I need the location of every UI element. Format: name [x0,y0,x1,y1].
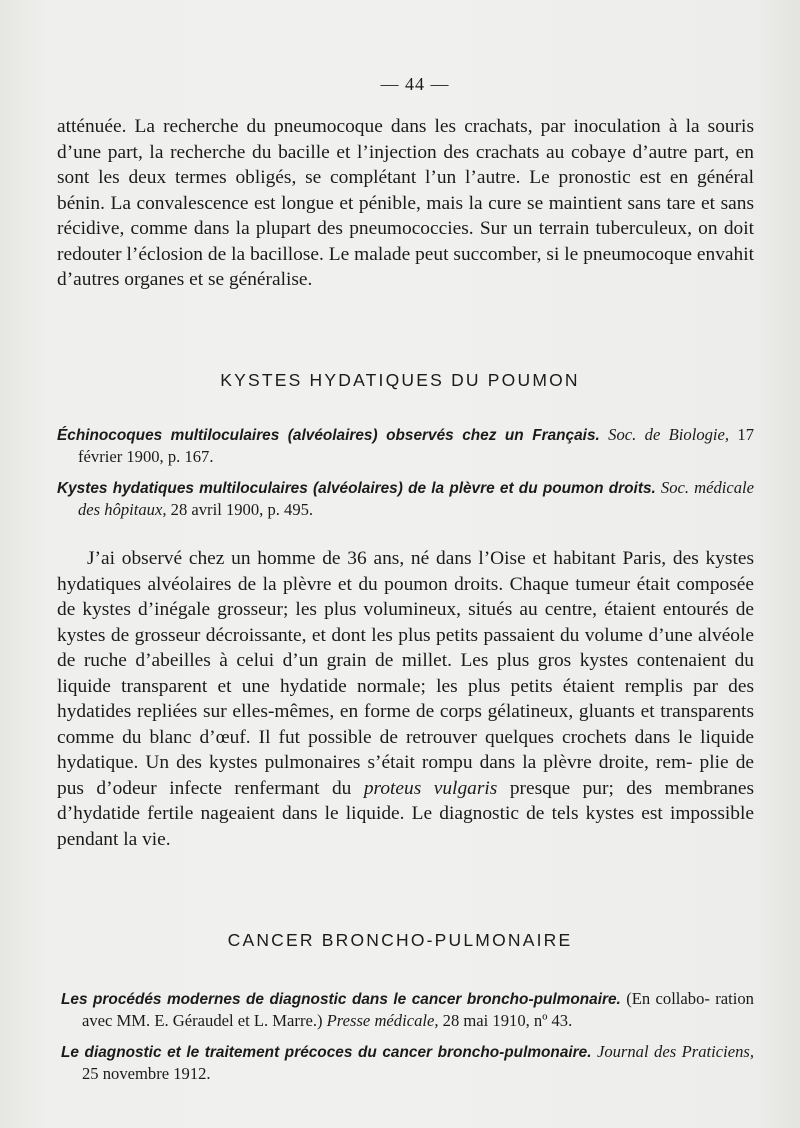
kystes-body-block [57,546,754,852]
reference-details: 17 février 1900, p. 167. [78,425,755,466]
references-kystes [57,424,754,520]
intro-paragraph-block [57,114,754,293]
reference-source: Journal des Praticiens, [596,1042,754,1061]
reference-details: 28 avril 1900, p. 495. [170,500,314,519]
kystes-body-paragraph [57,546,754,852]
section-heading-kystes: KYSTES HYDATIQUES DU POUMON [220,370,580,390]
reference-details: 28 mai 1910, nº 43. [442,1011,573,1030]
reference-item [57,424,754,467]
reference-title: Les procédés modernes de diagnostic dans le cancer broncho-pulmonaire. [61,991,621,1008]
body-text-italic: proteus vulgaris [363,777,498,799]
reference-source: Soc. médicale des hôpitaux, [78,478,755,519]
reference-source: Soc. de Biologie, [608,425,730,444]
reference-title: Kystes hydatiques multiloculaires (alvéolaires) de la plèvre et du poumon droits. [57,480,656,497]
reference-details: 25 novembre 1912. [82,1064,211,1083]
page-number: — 44 — [380,74,450,94]
reference-title: Le diagnostic et le traitement précoces du cancer broncho-pulmonaire. [61,1044,592,1061]
reference-note: (En collabo- ration avec MM. E. Géraudel et L. Marre.) [82,989,754,1030]
reference-title: Échinocoques multiloculaires (alvéolaires) observés chez un Français. [57,427,600,444]
reference-item [57,477,754,520]
reference-source: Presse médicale, [326,1011,439,1030]
section-heading-cancer: CANCER BRONCHO-PULMONAIRE [227,930,573,950]
reference-item [61,988,754,1031]
reference-item [61,1041,754,1084]
body-text-part: J’ai observé chez un homme de 36 ans, né dans l’Oise et habitant Paris, des kystes hydatiques alvéolaires de la plèvre et du poumon droits. Chaque tumeur était composée de kystes d’inégale grosseur; les plus volumineux, situés au centre, étaient entourés de kystes de grosseur décroissante, et dont les plus petits passaient du volume d’une alvéole de ruche d’abeilles à celui d’un grain de millet. Les plus gros kystes contenaient du liquide transparent et une hydatide normale; les plus petits étaient remplis par des hydatides repliées sur elles-mêmes, en forme de corps gélatineux, gluants et transparents comme du blanc d’œuf. Il fut possible de retrouver quelques crochets dans le liquide hydatique. Un des kystes pulmonaires s’était rompu dans la plèvre droite, rem- plie de pus d’odeur infecte renfermant du [57,548,754,799]
intro-paragraph: atténuée. La recherche du pneumocoque dans les crachats, par inoculation à la souris d’une part, la recherche du bacille et l’injection des crachats au cobaye d’autre part, en sont les deux termes obligés, se complétant l’un l’autre. Le pronostic est en général bénin. La convalescence est longue et pénible, mais la cure se maintient sans tare et sans récidive, comme dans la plupart des pneumococcies. Sur un terrain tuberculeux, on doit redouter l’éclosion de la bacillose. Le malade peut succomber, si le pneumocoque envahit d’autres organes et se généralise. [57,116,754,290]
references-cancer [61,988,754,1084]
body-text-part: presque pur; des membranes d’hydatide fertile nageaient dans le liquide. Le diagnostic de tels kystes est impossible pendant la vie. [57,777,755,850]
